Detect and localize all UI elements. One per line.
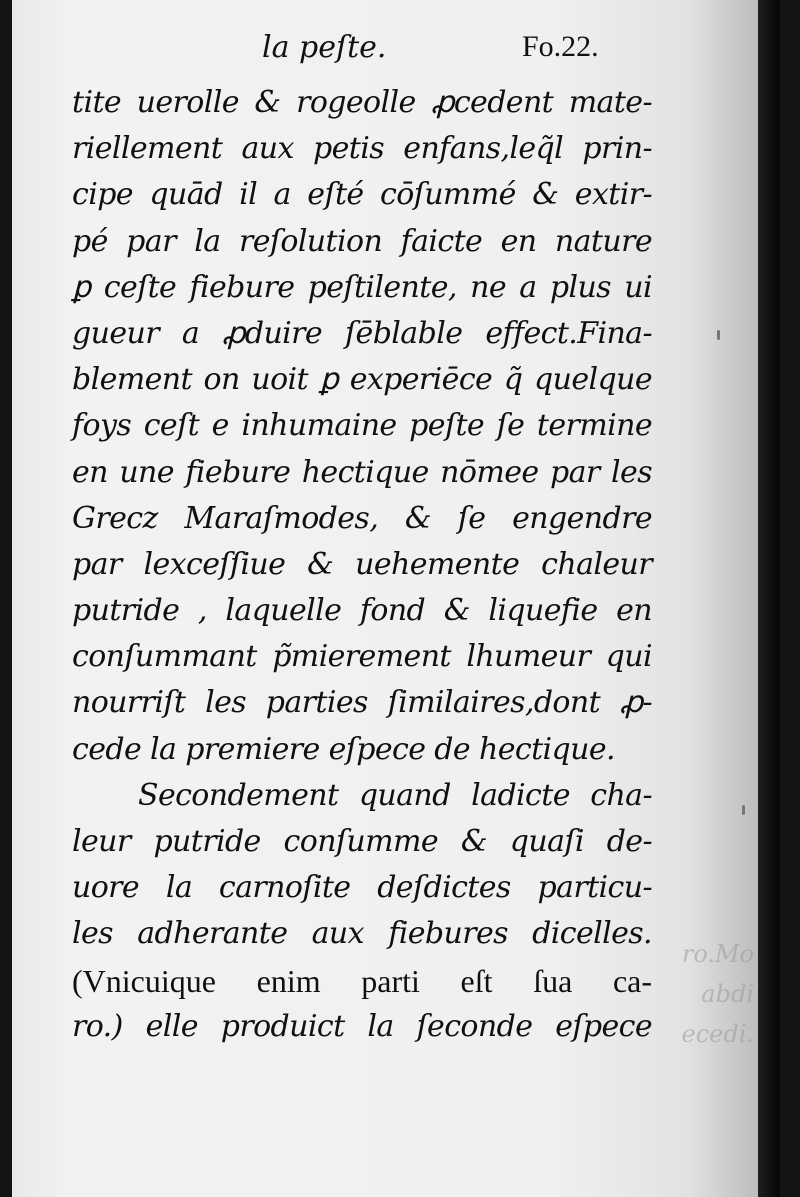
text-line: uore la carnoſite deſdictes particu-	[72, 870, 652, 906]
text-line: conſummant p̃mierement lhumeur qui	[72, 639, 652, 675]
text-line: en une fiebure hectique nōmee par les	[72, 454, 652, 490]
folio-number: Fo.22.	[522, 30, 599, 63]
text-line: leur putride conſumme & quaſi de-	[72, 824, 652, 859]
bleed-through-text: ro.Mo	[681, 940, 754, 968]
text-line: riellement aux petis enfans,leq̃l prin-	[72, 131, 652, 167]
text-line: nourriſt les parties ſimilaires,dont ꝓ-	[72, 685, 652, 721]
text-line: blement on uoit ꝑ experiēce q̃ quelque	[72, 362, 652, 398]
running-title: la peſte.	[262, 30, 387, 65]
body-text	[72, 80, 652, 1050]
text-line: foys ceſt e inhumaine peſte ſe termine	[72, 408, 652, 444]
text-line: gueur a ꝓduire ſēblable effect.Fina-	[72, 315, 652, 351]
bleed-through-text: ecedi.	[681, 1020, 754, 1048]
text-line: Grecz Maraſmodes, & ſe engendre	[72, 500, 652, 536]
text-line: ro.) elle produict la ſeconde eſpece	[72, 1008, 652, 1044]
text-line: cede la premiere eſpece de hectique.	[72, 731, 615, 767]
text-line: ꝑ ceſte fiebure peſtilente, ne a plus ui	[72, 269, 652, 305]
ink-speck	[742, 805, 745, 815]
ink-speck	[717, 330, 720, 340]
text-line-paragraph-start: Secondement quand ladicte cha-	[138, 777, 652, 813]
page-header	[12, 22, 652, 74]
text-line: par lexceſſiue & uehemente chaleur	[72, 546, 652, 582]
text-line: les adherante aux fiebures dicelles.	[72, 916, 652, 952]
bleed-through-text: abdi	[701, 980, 754, 1008]
text-line: putride , laquelle fond & liquefie en	[72, 593, 652, 629]
text-line-latin-quote: (Vnicuique enim parti eſt ſua ca-	[72, 962, 652, 999]
page-gutter-shadow	[758, 0, 780, 1197]
text-line: cipe quād il a eſté cōſummé & extir-	[72, 177, 652, 213]
text-line: pé par la reſolution faicte en nature	[72, 223, 652, 259]
text-line: tite uerolle & rogeolle ꝓcedent mate-	[72, 85, 652, 120]
book-page	[12, 0, 780, 1197]
